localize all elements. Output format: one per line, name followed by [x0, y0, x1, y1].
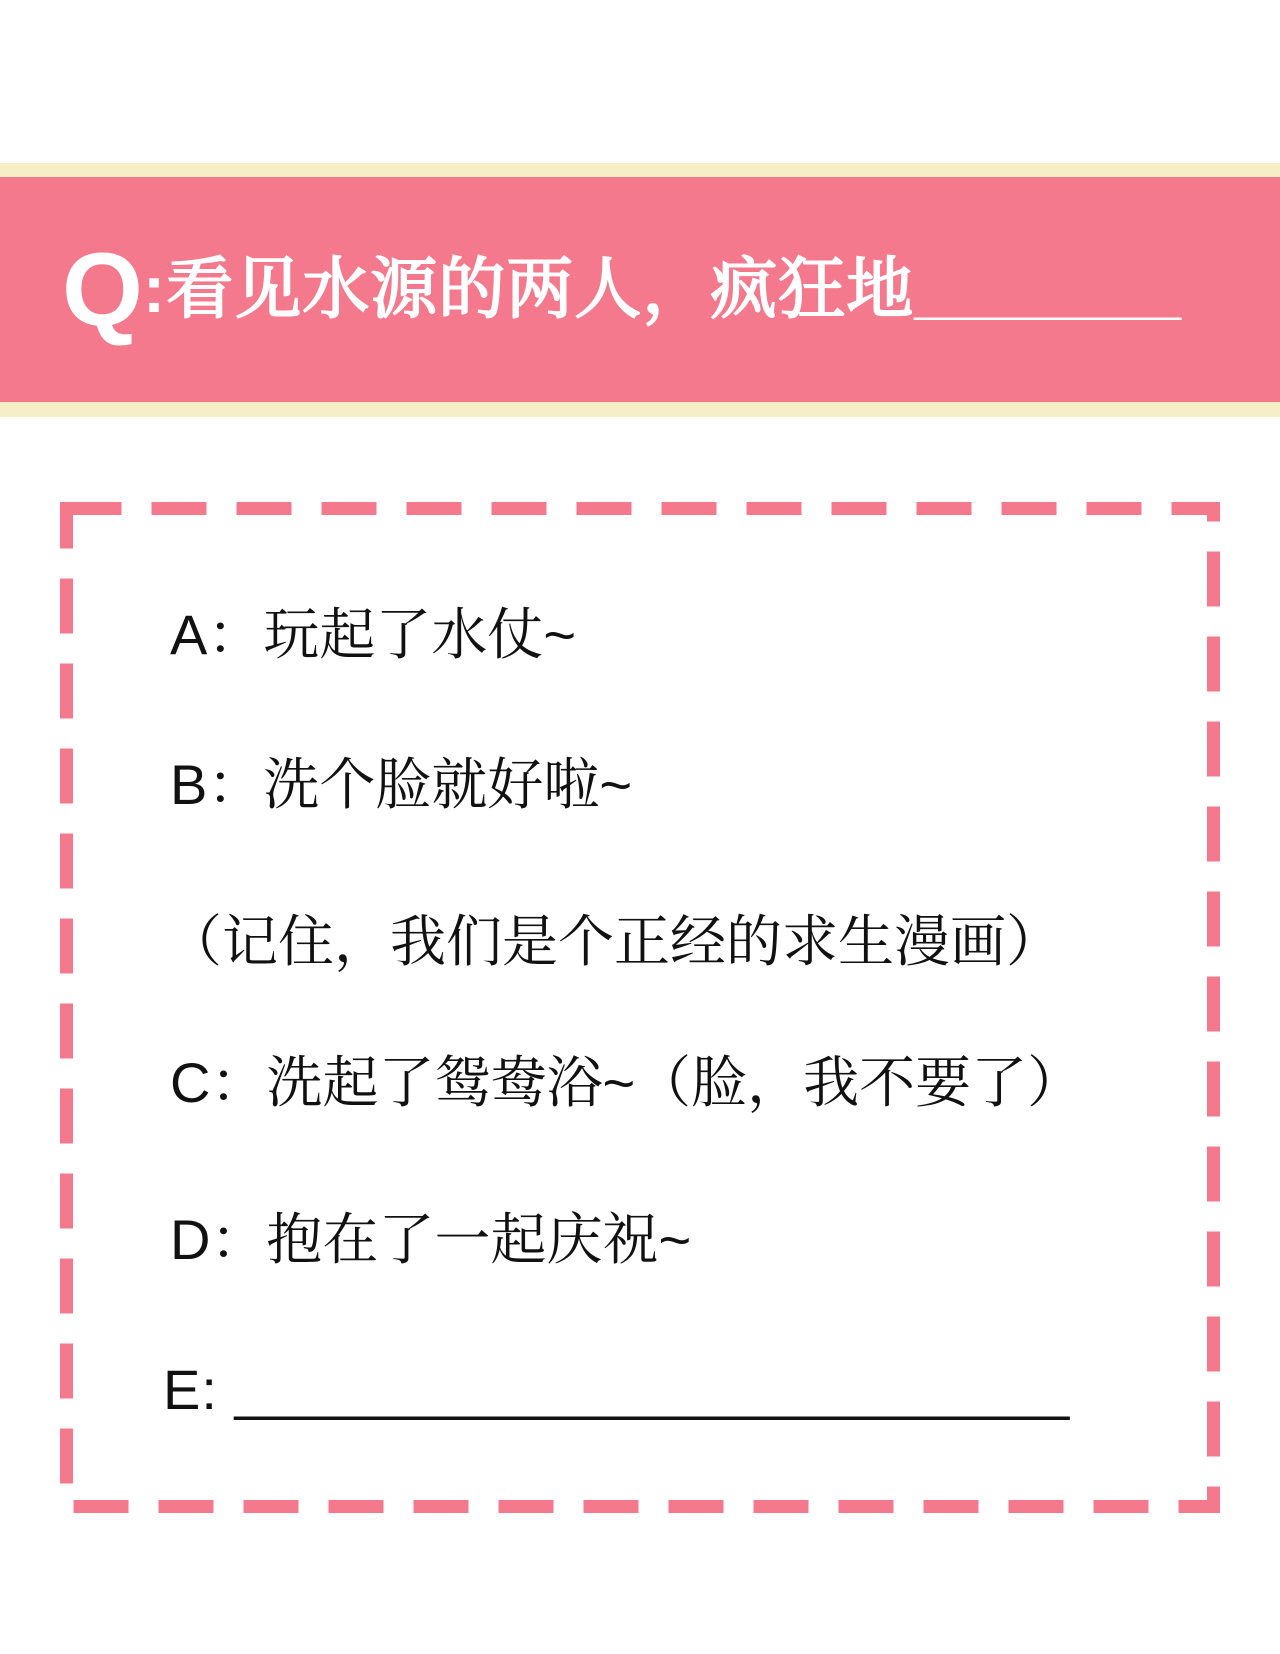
option-a: A：玩起了水仗~ [170, 603, 577, 666]
option-b-note: （记住，我们是个正经的求生漫画） [166, 910, 1062, 973]
question-text: :看见水源的两人，疯狂地_______ [142, 252, 1183, 327]
banner-bottom-stripe [0, 402, 1280, 417]
question-banner [0, 177, 1280, 402]
banner-top-stripe [0, 163, 1280, 177]
option-d: D：抱在了一起庆祝~ [170, 1208, 692, 1271]
options-box [60, 502, 1220, 1513]
question-q-letter: Q [62, 231, 143, 348]
question-title [62, 177, 1262, 402]
option-b: B：洗个脸就好啦~ [170, 753, 633, 816]
option-e: E: __________________________ [163, 1358, 1071, 1421]
option-c: C：洗起了鸳鸯浴~（脸，我不要了） [170, 1051, 1084, 1114]
